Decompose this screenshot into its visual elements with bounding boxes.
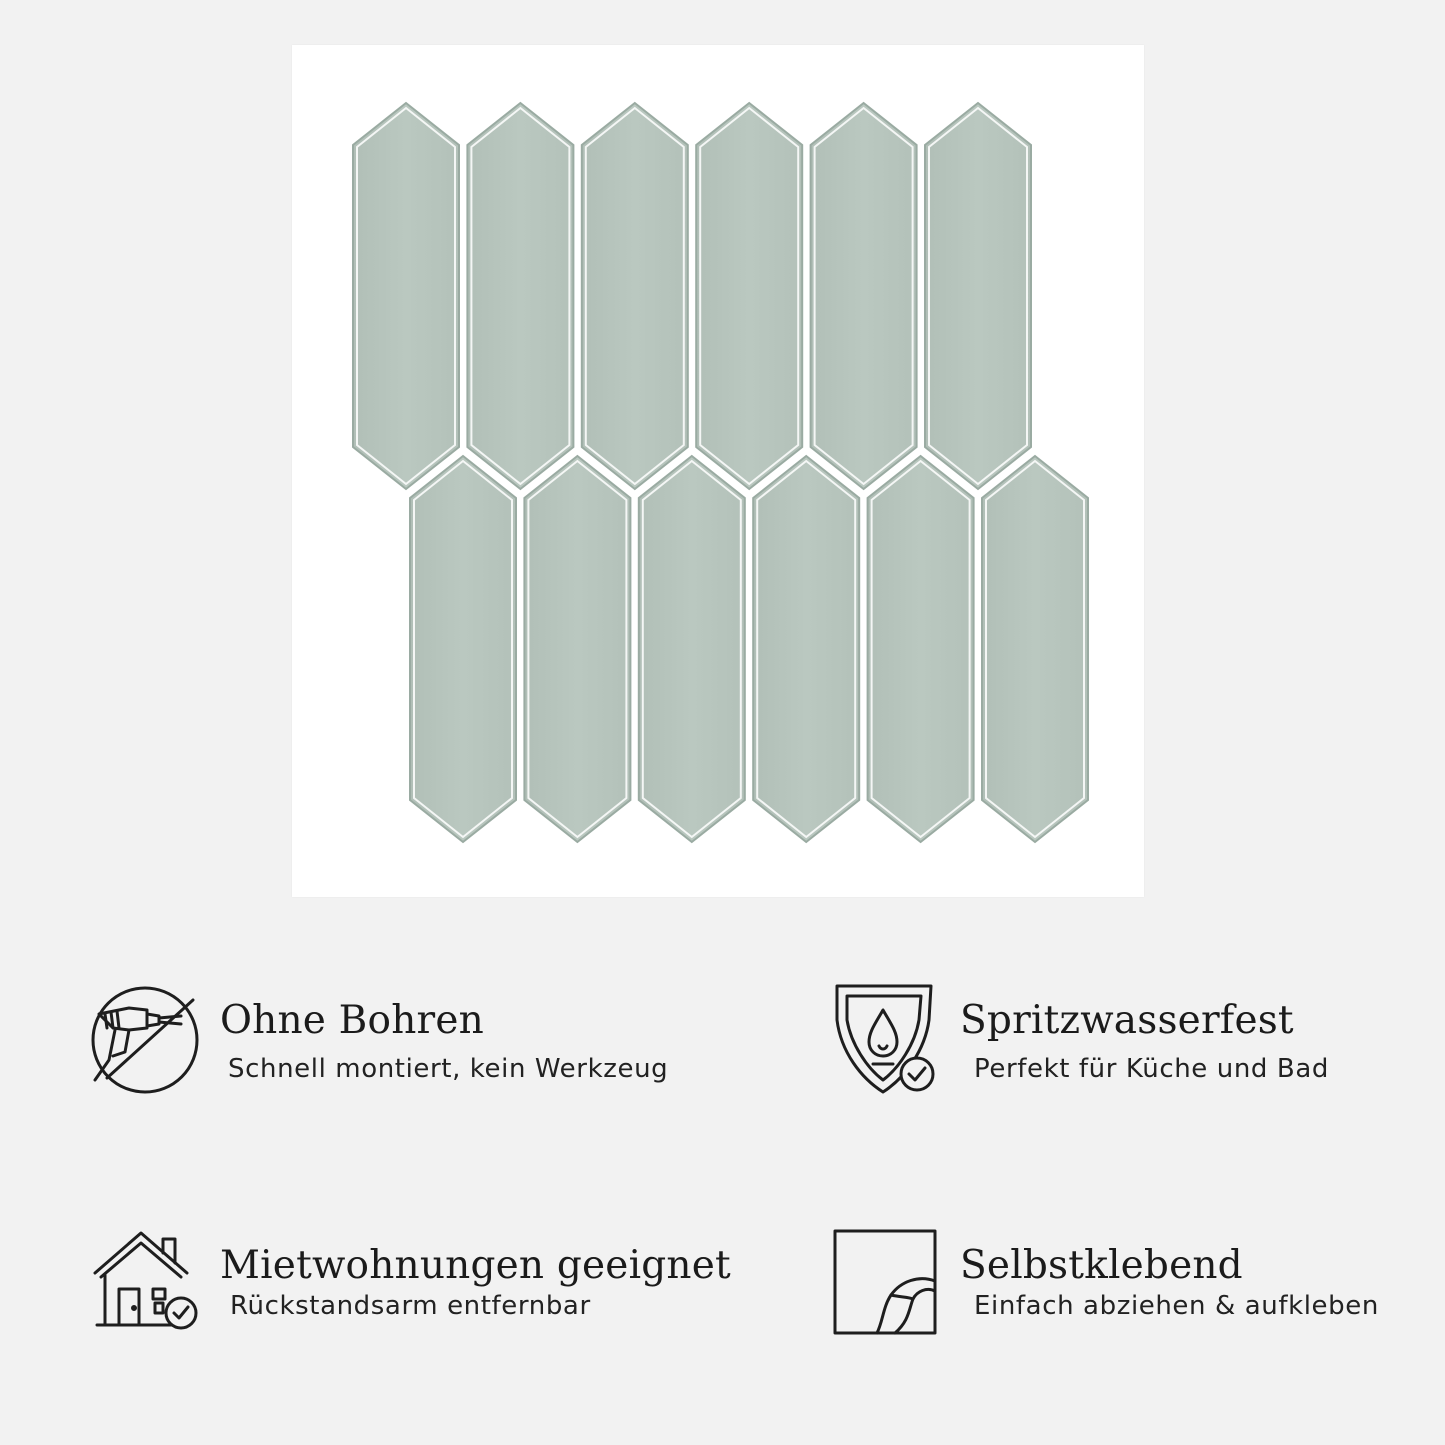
feature-title: Spritzwasserfest: [960, 998, 1294, 1043]
tile-12: [982, 456, 1088, 842]
feature-subtitle: Perfekt für Küche und Bad: [974, 1054, 1329, 1084]
tile-9: [639, 456, 745, 842]
tile-8: [524, 456, 630, 842]
tile-2: [467, 103, 573, 489]
tile-3: [582, 103, 688, 489]
feature-subtitle: Schnell montiert, kein Werkzeug: [228, 1054, 669, 1084]
water-shield-icon: [825, 980, 945, 1100]
tile-10: [753, 456, 859, 842]
tile-7: [410, 456, 516, 842]
feature-splash-proof: [825, 980, 1415, 1110]
tile-11: [868, 456, 974, 842]
feature-rental-suitable: [85, 1225, 731, 1355]
feature-self-adhesive: [825, 1225, 1415, 1355]
no-drill-icon: [85, 980, 205, 1100]
feature-title: Ohne Bohren: [220, 998, 484, 1043]
tile-sheet-graphic: [292, 45, 1144, 897]
feature-title: Selbstklebend: [960, 1243, 1243, 1288]
tile-1: [353, 103, 459, 489]
feature-subtitle: Rückstandsarm entfernbar: [230, 1291, 591, 1321]
tile-4: [696, 103, 802, 489]
tile-5: [811, 103, 917, 489]
feature-subtitle: Einfach abziehen & aufkleben: [974, 1291, 1379, 1321]
feature-no-drilling: [85, 980, 725, 1110]
peel-sticker-icon: [825, 1225, 945, 1345]
tile-6: [925, 103, 1031, 489]
house-check-icon: [85, 1225, 205, 1345]
feature-title: Mietwohnungen geeignet: [220, 1243, 731, 1288]
product-image-tile-sheet: [292, 45, 1144, 897]
